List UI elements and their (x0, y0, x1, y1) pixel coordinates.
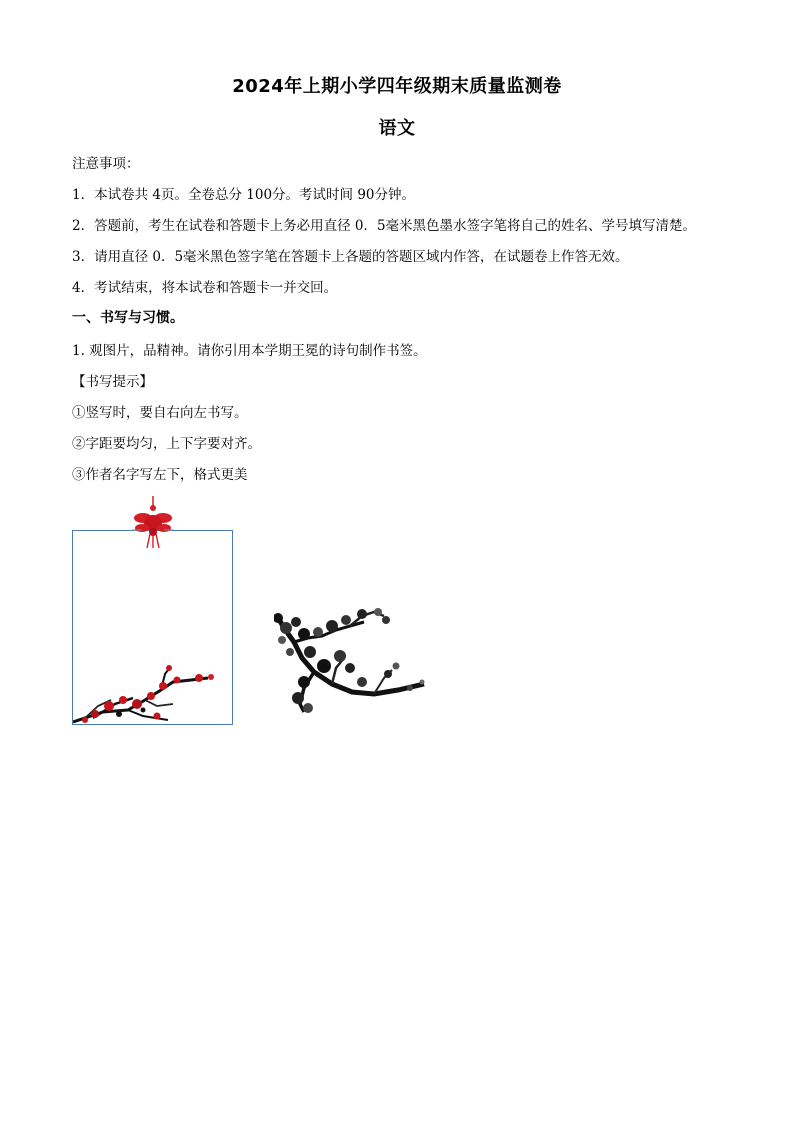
tip-item-1: ①竖写时，要自右向左书写。 (72, 405, 248, 421)
chinese-knot-icon (130, 496, 176, 548)
tips-heading: 【书写提示】 (72, 374, 153, 390)
note-item-2: 2．答题前，考生在试卷和答题卡上务必用直径 0．5毫米黑色墨水签字笔将自己的姓名、学号填写清楚。 (72, 218, 697, 234)
section-heading: 一、书写与习惯。 (72, 310, 184, 326)
exam-title: 2024年上期小学四年级期末质量监测卷 (232, 76, 562, 97)
subject-title: 语文 (378, 118, 416, 139)
question-1: 1. 观图片，品精神。请你引用本学期王冕的诗句制作书签。 (72, 343, 427, 359)
tip-item-3: ③作者名字写左下，格式更美 (72, 467, 248, 483)
note-item-1: 1．本试卷共 4页。全卷总分 100分。考试时间 90分钟。 (72, 187, 415, 203)
note-item-4: 4．考试结束，将本试卷和答题卡一并交回。 (72, 280, 338, 296)
plum-blossom-branch-image (73, 660, 232, 724)
tip-item-2: ②字距要均匀，上下字要对齐。 (72, 436, 261, 452)
notes-heading: 注意事项： (72, 156, 140, 172)
ink-plum-branch-image (274, 608, 432, 716)
note-item-3: 3．请用直径 0．5毫米黑色签字笔在答题卡上各题的答题区域内作答，在试题卷上作答无效。 (72, 249, 629, 265)
